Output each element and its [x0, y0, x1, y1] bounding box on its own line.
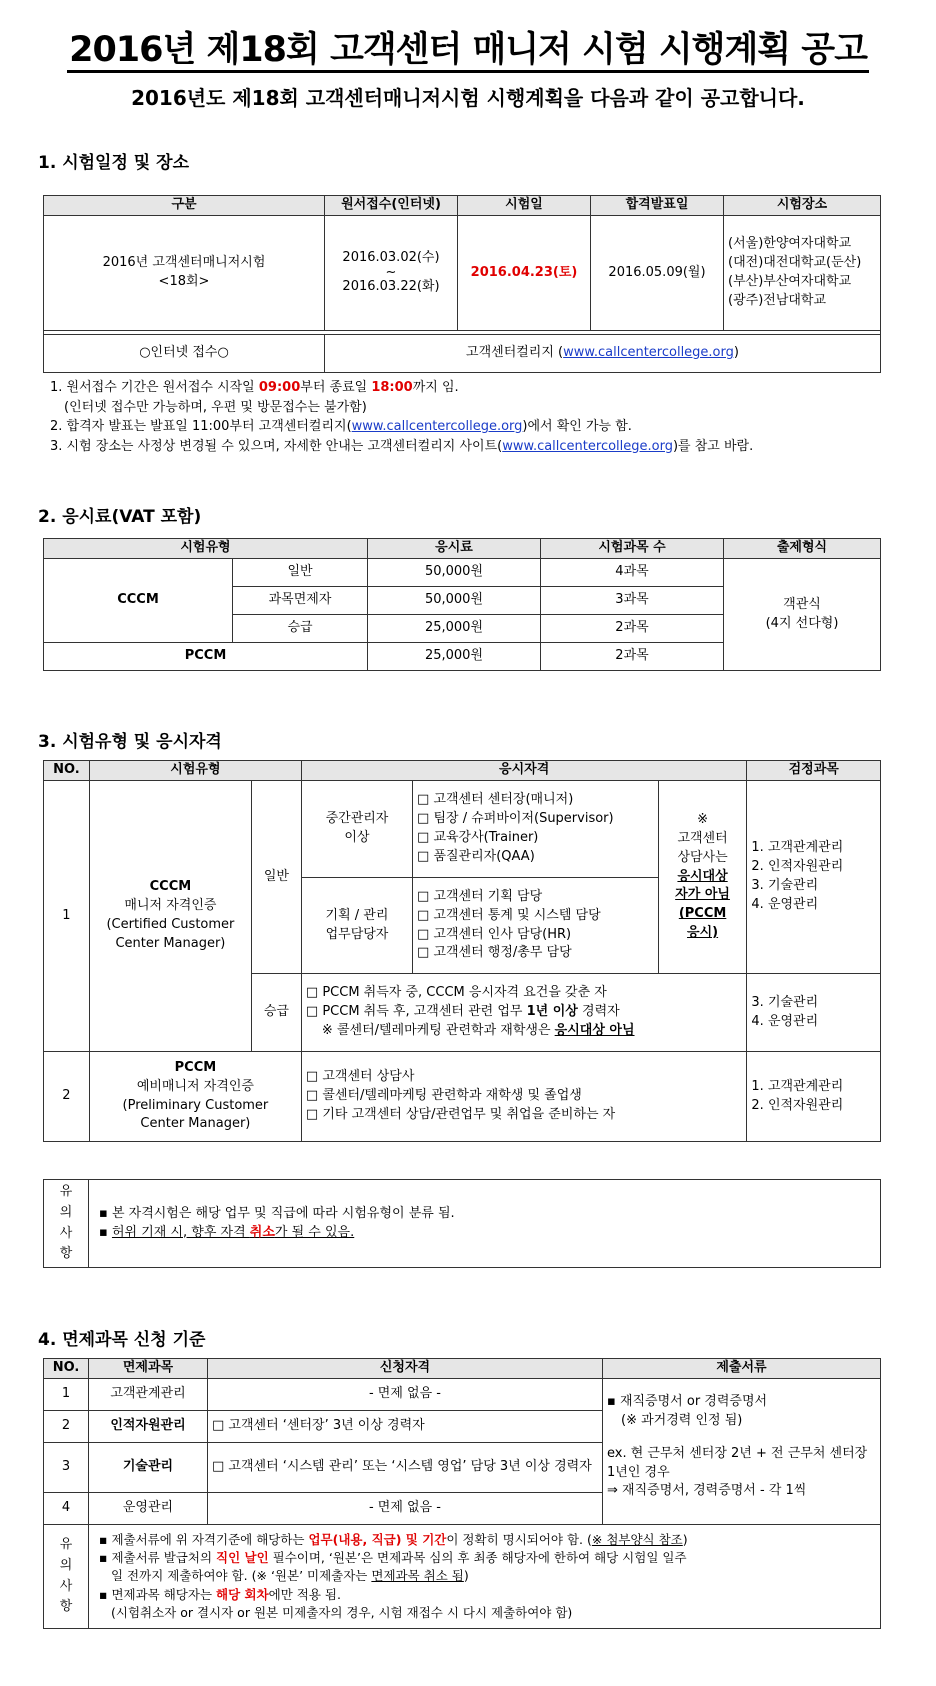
exempt-subject: 고객관계관리	[89, 1379, 208, 1411]
col-header: 시험일	[458, 196, 591, 216]
fee-value: 25,000원	[368, 615, 541, 643]
col-header: 구분	[44, 196, 325, 216]
fee-type: 승급	[233, 615, 368, 643]
col-header: 신청자격	[208, 1359, 603, 1379]
online-label: ○인터넷 접수○	[44, 335, 325, 373]
row-number: 2	[44, 1052, 90, 1142]
row-number: 4	[44, 1493, 89, 1525]
mid-mgr-items: □ 고객센터 센터장(매니저) □ 팀장 / 슈퍼바이저(Supervisor) □ 교육강사(Trainer) □ 품질관리자(QAA)	[413, 781, 659, 878]
subject-count: 2과목	[541, 615, 724, 643]
col-header: 시험유형	[44, 539, 368, 559]
row-number: 2	[44, 1411, 89, 1443]
fee-value: 50,000원	[368, 587, 541, 615]
site-link[interactable]: www.callcentercollege.org	[351, 419, 523, 434]
site-link[interactable]: www.callcentercollege.org	[563, 345, 734, 361]
col-header: 응시료	[368, 539, 541, 559]
fee-value: 50,000원	[368, 559, 541, 587]
caution-label: 유 의 사 항	[44, 1180, 89, 1268]
online-site-cell: 고객센터컬리지 (www.callcentercollege.org)	[325, 335, 881, 373]
exam-date-cell: 2016.04.23(토)	[458, 216, 591, 331]
cccm-label: CCCM	[44, 559, 233, 643]
section-4-heading: 4. 면제과목 신청 기준	[38, 1330, 206, 1350]
exempt-qualification: □ 고객센터 ‘센터장’ 3년 이상 경력자	[208, 1411, 603, 1443]
schedule-table	[43, 195, 881, 373]
col-header: 면제과목	[89, 1359, 208, 1379]
caution-label: 유 의 사 항	[44, 1525, 89, 1629]
section-2-heading: 2. 응시료(VAT 포함)	[38, 507, 202, 527]
pccm-items: □ 고객센터 상담사 □ 콜센터/텔레마케팅 관련학과 재학생 및 졸업생 □ 기타 고객센터 상담/관련업무 및 취업을 준비하는 자	[301, 1052, 746, 1142]
subject-count: 2과목	[541, 643, 724, 671]
apply-period-cell: 2016.03.02(수) ~ 2016.03.22(화)	[325, 216, 458, 331]
exempt-subject: 인적자원관리	[89, 1411, 208, 1443]
location-cell: (서울)한양여자대학교 (대전)대전대학교(둔산) (부산)부산여자대학교 (광주)전남대학교	[724, 216, 881, 331]
general-label: 일반	[251, 781, 301, 974]
section-3-heading: 3. 시험유형 및 응시자격	[38, 732, 222, 752]
col-header: NO.	[44, 761, 90, 781]
cccm-type-cell: CCCM 매니저 자격인증 (Certified Customer Center Manager)	[89, 781, 251, 1052]
exempt-qualification: □ 고객센터 ‘시스템 관리’ 또는 ‘시스템 영업’ 담당 3년 이상 경력자	[208, 1443, 603, 1493]
row-number: 3	[44, 1443, 89, 1493]
subject-count: 3과목	[541, 587, 724, 615]
col-header: 시험과목 수	[541, 539, 724, 559]
fee-type: 일반	[233, 559, 368, 587]
site-link[interactable]: www.callcentercollege.org	[502, 438, 673, 454]
page-subtitle: 2016년도 제18회 고객센터매니저시험 시행계획을 다음과 같이 공고합니다.	[131, 86, 805, 110]
pccm-label: PCCM	[44, 643, 368, 671]
exam-name-cell: 2016년 고객센터매니저시험 <18회>	[44, 216, 325, 331]
promo-label: 승급	[251, 974, 301, 1052]
promo-items: □ PCCM 취득자 중, CCCM 응시자격 요건을 갖춘 자 □ PCCM 취득 후, 고객센터 관련 업무 1년 이상 경력자 ※ 콜센터/텔레마케팅 관련학과 재학생은 응시대상 아님	[301, 974, 746, 1052]
subject-count: 4과목	[541, 559, 724, 587]
fee-type: 과목면제자	[233, 587, 368, 615]
fee-table	[43, 538, 881, 671]
section-1-heading: 1. 시험일정 및 장소	[38, 153, 189, 173]
exempt-subject: 운영관리	[89, 1493, 208, 1525]
docs-cell: ▪ 재직증명서 or 경력증명서 (※ 과거경력 인정 됨) ex. 현 근무처 센터장 2년 + 전 근무처 센터장 1년인 경우 ⇒ 재직증명서, 경력증명서 - 각 1씩	[603, 1379, 881, 1525]
fee-value: 25,000원	[368, 643, 541, 671]
plan-mgr-items: □ 고객센터 기획 담당 □ 고객센터 통계 및 시스템 담당 □ 고객센터 인사 담당(HR) □ 고객센터 행정/총무 담당	[413, 878, 659, 974]
col-header: 출제형식	[724, 539, 881, 559]
eligibility-table	[43, 760, 881, 1142]
row-number: 1	[44, 781, 90, 1052]
col-header: 제출서류	[603, 1359, 881, 1379]
caution-text: ▪ 제출서류에 위 자격기준에 해당하는 업무(내용, 직급) 및 기간이 정확히 명시되어야 함. (※ 첨부양식 참조) ▪ 제출서류 발급처의 직인 날인 필수이며, ‘원본’은 면제과목 심의 후 최종 해당자에 한하여 해당 시험일 일주 일 전까지 제출하여야 함. (※ ‘원본’ 미제출자는 면제과목 취소 됨) ▪ 면제과목 해당자는 해당 회차에만 적용 됨. (시험취소자 or 결시자 or 원본 미제출자의 경우, 시험 재접수 시 다시 제출하여야 함)	[89, 1525, 881, 1629]
subjects-general: 1. 고객관계관리 2. 인적자원관리 3. 기술관리 4. 운영관리	[747, 781, 881, 974]
schedule-notes: 1. 원서접수 기간은 원서접수 시작일 09:00부터 종료일 18:00까지 임. (인터넷 접수만 가능하며, 우편 및 방문접수는 불가함) 2. 합격자 발표는 발표일 11:00부터 고객센터컬리지(www.callcentercollege.org)에서 확인 가능 함. 3. 시험 장소는 사정상 변경될 수 있으며, 자세한 안내는 고객센터컬리지 사이트(www.callcentercollege.org)를 참고 바람.	[50, 380, 754, 454]
format-cell: 객관식 (4지 선다형)	[724, 559, 881, 671]
col-header: 시험유형	[89, 761, 301, 781]
counselor-remark: ※ 고객센터 상담사는 응시대상 자가 아님 (PCCM 응시)	[658, 781, 747, 974]
exempt-subject: 기술관리	[89, 1443, 208, 1493]
exempt-qualification: - 면제 없음 -	[208, 1379, 603, 1411]
exemption-table	[43, 1358, 881, 1629]
result-date-cell: 2016.05.09(월)	[591, 216, 724, 331]
col-header: 시험장소	[724, 196, 881, 216]
subjects-promo: 3. 기술관리 4. 운영관리	[747, 974, 881, 1052]
pccm-type-cell: PCCM 예비매니저 자격인증 (Preliminary Customer Center Manager)	[89, 1052, 301, 1142]
caution-box-1	[43, 1179, 881, 1268]
col-header: 합격발표일	[591, 196, 724, 216]
col-header: 검정과목	[747, 761, 881, 781]
page-title: 2016년 제18회 고객센터 매니저 시험 시행계획 공고	[0, 22, 936, 72]
mid-mgr-label: 중간관리자 이상	[301, 781, 412, 878]
col-header: NO.	[44, 1359, 89, 1379]
col-header: 원서접수(인터넷)	[325, 196, 458, 216]
row-number: 1	[44, 1379, 89, 1411]
subjects-pccm: 1. 고객관계관리 2. 인적자원관리	[747, 1052, 881, 1142]
caution-text: ▪ 본 자격시험은 해당 업무 및 직급에 따라 시험유형이 분류 됨. ▪ 허위 기재 시, 향후 자격 취소가 될 수 있음.	[89, 1180, 881, 1268]
exempt-qualification: - 면제 없음 -	[208, 1493, 603, 1525]
plan-mgr-label: 기획 / 관리 업무담당자	[301, 878, 412, 974]
col-header: 응시자격	[301, 761, 746, 781]
